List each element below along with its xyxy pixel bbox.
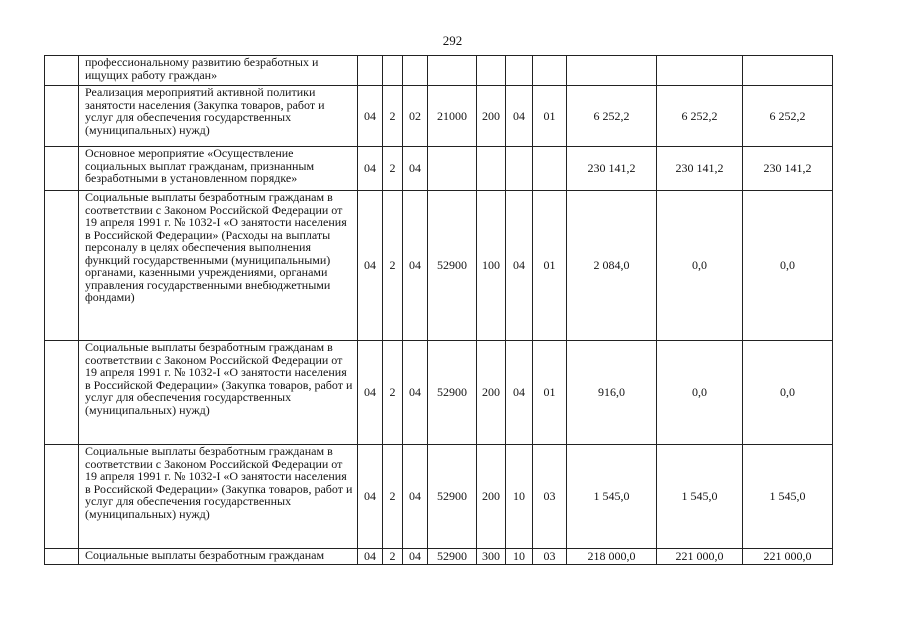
amount-year-3 <box>743 56 833 86</box>
row-description: профессиональному развитию безработных и ищущих работу граждан» <box>79 56 358 86</box>
table-row <box>45 549 833 565</box>
amount-year-1 <box>567 56 657 86</box>
amount-year-1: 1 545,0 <box>567 445 657 549</box>
code-program <box>383 56 403 86</box>
code-expense-type: 100 <box>477 191 506 341</box>
code-subsection: 03 <box>533 445 567 549</box>
code-subprogram <box>403 56 428 86</box>
amount-year-1: 916,0 <box>567 341 657 445</box>
amount-year-3: 6 252,2 <box>743 86 833 147</box>
code-subsection <box>533 147 567 191</box>
code-subsection: 03 <box>533 549 567 565</box>
code-direction: 52900 <box>428 191 477 341</box>
amount-year-2: 0,0 <box>657 191 743 341</box>
code-subprogram: 04 <box>403 147 428 191</box>
code-expense-type: 200 <box>477 341 506 445</box>
row-description: Реализация мероприятий активной политики занятости населения (Закупка товаров, работ и услуг для обеспечения государственных (муниципальных) нужд) <box>79 86 358 147</box>
row-blank-cell <box>45 86 79 147</box>
code-subprogram: 04 <box>403 445 428 549</box>
row-description: Социальные выплаты безработным гражданам в соответствии с Законом Российской Федерации от 19 апреля 1991 г. № 1032-I «О занятости населения в Российской Федерации» (Расходы на выплаты персоналу в целях обеспечения выполнения функций государственными (муниципальными) органами, казенными учреждениями, органами управления государственными внебюджетными фондами) <box>79 191 358 341</box>
row-blank-cell <box>45 191 79 341</box>
code-section: 04 <box>358 341 383 445</box>
code-chapter: 04 <box>506 341 533 445</box>
code-subprogram: 02 <box>403 86 428 147</box>
code-program: 2 <box>383 549 403 565</box>
code-subprogram: 04 <box>403 191 428 341</box>
code-program: 2 <box>383 445 403 549</box>
code-program: 2 <box>383 86 403 147</box>
table-row <box>45 445 833 549</box>
code-subprogram: 04 <box>403 549 428 565</box>
amount-year-3: 0,0 <box>743 341 833 445</box>
row-description: Социальные выплаты безработным гражданам в соответствии с Законом Российской Федерации от 19 апреля 1991 г. № 1032-I «О занятости населения в Российской Федерации» (Закупка товаров, работ и услуг для обеспечения государственных (муниципальных) нужд) <box>79 341 358 445</box>
code-chapter: 04 <box>506 191 533 341</box>
table-row <box>45 56 833 86</box>
amount-year-1: 2 084,0 <box>567 191 657 341</box>
page-number: 292 <box>442 33 463 48</box>
code-program: 2 <box>383 147 403 191</box>
table-row <box>45 191 833 341</box>
code-chapter: 04 <box>506 86 533 147</box>
code-section: 04 <box>358 86 383 147</box>
code-program: 2 <box>383 191 403 341</box>
table-body <box>45 56 833 565</box>
row-blank-cell <box>45 147 79 191</box>
amount-year-3: 1 545,0 <box>743 445 833 549</box>
code-chapter: 10 <box>506 549 533 565</box>
code-chapter <box>506 56 533 86</box>
code-expense-type <box>477 147 506 191</box>
budget-table <box>44 55 833 565</box>
row-blank-cell <box>45 549 79 565</box>
row-blank-cell <box>45 341 79 445</box>
code-subprogram: 04 <box>403 341 428 445</box>
amount-year-3: 0,0 <box>743 191 833 341</box>
code-section: 04 <box>358 191 383 341</box>
amount-year-2 <box>657 56 743 86</box>
code-program: 2 <box>383 341 403 445</box>
amount-year-2: 230 141,2 <box>657 147 743 191</box>
row-blank-cell <box>45 445 79 549</box>
table-row <box>45 147 833 191</box>
code-section <box>358 56 383 86</box>
code-subsection <box>533 56 567 86</box>
row-blank-cell <box>45 56 79 86</box>
code-subsection: 01 <box>533 341 567 445</box>
code-expense-type: 200 <box>477 445 506 549</box>
code-expense-type: 200 <box>477 86 506 147</box>
code-direction: 52900 <box>428 445 477 549</box>
code-section: 04 <box>358 445 383 549</box>
code-direction <box>428 147 477 191</box>
amount-year-1: 218 000,0 <box>567 549 657 565</box>
code-chapter <box>506 147 533 191</box>
table-row <box>45 341 833 445</box>
table-row <box>45 86 833 147</box>
amount-year-1: 230 141,2 <box>567 147 657 191</box>
code-expense-type: 300 <box>477 549 506 565</box>
code-direction: 52900 <box>428 341 477 445</box>
amount-year-2: 0,0 <box>657 341 743 445</box>
code-subsection: 01 <box>533 191 567 341</box>
code-section: 04 <box>358 549 383 565</box>
row-description: Основное мероприятие «Осуществление социальных выплат гражданам, признанным безработными в установленном порядке» <box>79 147 358 191</box>
amount-year-2: 221 000,0 <box>657 549 743 565</box>
amount-year-3: 230 141,2 <box>743 147 833 191</box>
amount-year-2: 1 545,0 <box>657 445 743 549</box>
code-direction: 52900 <box>428 549 477 565</box>
code-section: 04 <box>358 147 383 191</box>
code-direction: 21000 <box>428 86 477 147</box>
code-chapter: 10 <box>506 445 533 549</box>
code-expense-type <box>477 56 506 86</box>
amount-year-1: 6 252,2 <box>567 86 657 147</box>
row-description: Социальные выплаты безработным гражданам в соответствии с Законом Российской Федерации от 19 апреля 1991 г. № 1032-I «О занятости населения в Российской Федерации» (Закупка товаров, работ и услуг для обеспечения государственных (муниципальных) нужд) <box>79 445 358 549</box>
code-direction <box>428 56 477 86</box>
row-description: Социальные выплаты безработным гражданам <box>79 549 358 565</box>
amount-year-2: 6 252,2 <box>657 86 743 147</box>
amount-year-3: 221 000,0 <box>743 549 833 565</box>
code-subsection: 01 <box>533 86 567 147</box>
